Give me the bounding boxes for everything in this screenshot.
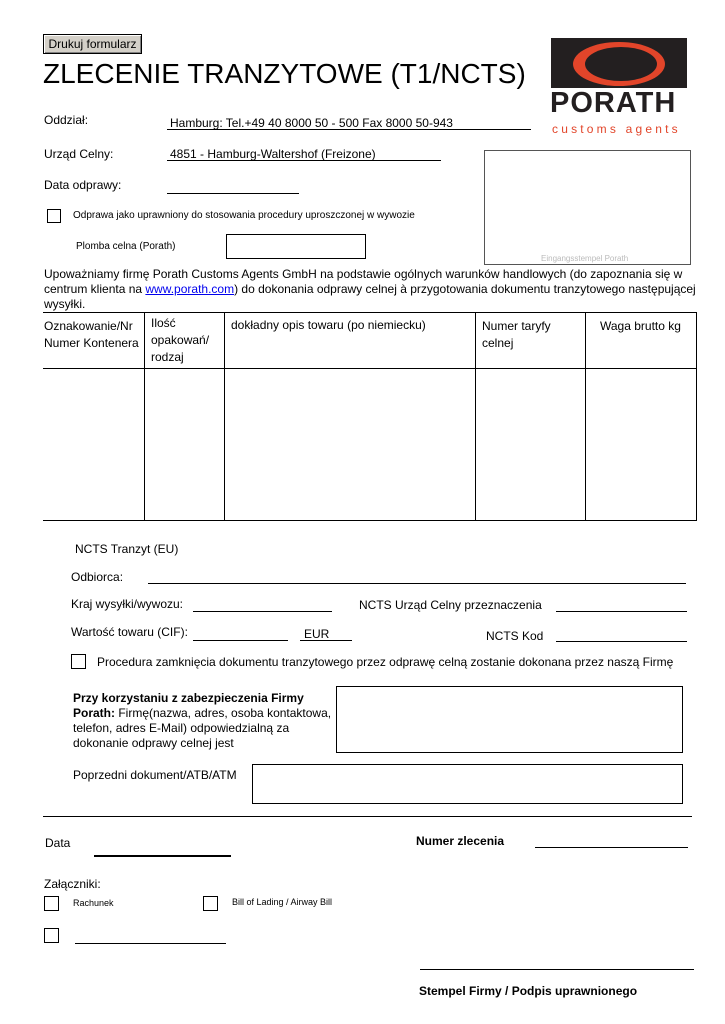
table-col-divider <box>585 312 586 521</box>
table-col-divider <box>475 312 476 521</box>
branch-value[interactable]: Hamburg: Tel.+49 40 8000 50 - 500 Fax 8000 50-943 <box>170 116 453 130</box>
seal-label: Plomba celna (Porath) <box>76 241 176 252</box>
logo-tagline: customs agents <box>552 122 681 136</box>
table-header-marking: Oznakowanie/Nr Numer Kontenera <box>44 319 139 350</box>
authorization-text-before: Upoważniamy firmę Porath Customs Agents GmbH na podstawie ogólnych warunków handlowych (do zapoznania się w centrum klienta na <box>44 267 683 296</box>
authorization-text-after: ) do dokonania odprawy celnej à przygotowania dokumentu tranzytowego następującej wysyłki. <box>44 282 696 311</box>
customs-office-label: Urząd Celny: <box>44 147 114 161</box>
previous-doc-input[interactable] <box>252 764 683 804</box>
packages-input[interactable] <box>146 370 223 519</box>
weight-input[interactable] <box>587 370 695 519</box>
date-label: Data <box>45 836 71 850</box>
closure-checkbox-label: Procedura zamknięcia dokumentu tranzytowego przez odprawę celną zostanie dokonana przez naszą Firmę <box>97 655 674 669</box>
page-title: ZLECENIE TRANZYTOWE (T1/NCTS) <box>43 58 526 89</box>
table-header-weight: Waga brutto kg <box>600 319 681 333</box>
porath-website-link[interactable]: www.porath.com <box>145 282 235 296</box>
marking-input[interactable] <box>45 370 143 519</box>
authorized-checkbox[interactable] <box>47 209 61 223</box>
authorization-text <box>44 267 704 312</box>
customs-office-value[interactable]: 4851 - Hamburg-Waltershof (Freizone) <box>170 147 376 161</box>
consignee-input[interactable] <box>148 583 686 584</box>
table-bottom-border <box>43 520 697 521</box>
invoice-checkbox[interactable] <box>44 896 59 911</box>
table-top-border <box>43 312 697 313</box>
guarantee-text <box>73 691 338 751</box>
table-col-divider <box>144 312 145 521</box>
porath-logo <box>551 38 687 138</box>
guarantee-input[interactable] <box>336 686 683 753</box>
table-header-description: dokładny opis towaru (po niemiecku) <box>231 318 426 332</box>
country-label: Kraj wysyłki/wywozu: <box>71 597 184 611</box>
logo-graphic-icon <box>551 38 687 90</box>
logo-name: PORATH <box>550 87 677 119</box>
customs-office-underline <box>167 160 441 161</box>
currency-value[interactable]: EUR <box>304 627 330 641</box>
ncts-code-label: NCTS Kod <box>486 629 544 643</box>
clearance-date-input[interactable] <box>167 193 299 194</box>
seal-input[interactable] <box>226 234 366 259</box>
authorized-checkbox-label: Odprawa jako uprawniony do stosowania procedury uproszczonej w wywozie <box>73 210 415 221</box>
currency-underline <box>300 640 352 641</box>
bill-of-lading-checkbox[interactable] <box>203 896 218 911</box>
destination-office-label: NCTS Urząd Celny przeznaczenia <box>359 598 542 612</box>
value-label: Wartość towaru (CIF): <box>71 625 188 639</box>
bill-of-lading-label: Bill of Lading / Airway Bill <box>232 897 333 907</box>
stamp-box <box>484 150 691 265</box>
attachments-label: Załączniki: <box>44 877 101 891</box>
ncts-section-title: NCTS Tranzyt (EU) <box>75 542 179 556</box>
table-col-divider <box>696 312 697 521</box>
closure-checkbox[interactable] <box>71 654 86 669</box>
branch-underline <box>167 129 531 130</box>
date-input[interactable] <box>94 855 231 857</box>
stamp-caption: Eingangsstempel Porath <box>541 254 629 263</box>
print-form-button[interactable]: Drukuj formularz <box>43 34 142 54</box>
other-attachment-input[interactable] <box>75 943 226 944</box>
order-number-label: Numer zlecenia <box>416 834 505 848</box>
branch-label: Oddział: <box>44 113 89 127</box>
footer-separator <box>43 816 692 817</box>
destination-office-input[interactable] <box>556 611 687 612</box>
order-number-input[interactable] <box>535 847 688 848</box>
other-attachment-checkbox[interactable] <box>44 928 59 943</box>
table-header-packages: Ilość opakowań/ rodzaj <box>151 316 210 364</box>
value-input[interactable] <box>193 640 288 641</box>
signature-label: Stempel Firmy / Podpis uprawnionego <box>419 984 638 998</box>
invoice-label: Rachunek <box>73 898 114 908</box>
table-header-border <box>43 368 697 369</box>
country-input[interactable] <box>193 611 332 612</box>
consignee-label: Odbiorca: <box>71 570 124 584</box>
description-input[interactable] <box>226 370 474 519</box>
tariff-input[interactable] <box>477 370 584 519</box>
guarantee-description: Firmę(nazwa, adres, osoba kontaktowa, telefon, adres E-Mail) odpowiedzialną za dokonanie odprawy celnej jest <box>73 706 332 750</box>
guarantee-bold: Przy korzystaniu z zabezpieczenia Firmy Porath: <box>73 691 304 720</box>
signature-line[interactable] <box>420 969 694 970</box>
clearance-date-label: Data odprawy: <box>44 178 122 192</box>
ncts-code-input[interactable] <box>556 641 687 642</box>
table-header-tariff: Numer taryfy celnej <box>482 319 551 350</box>
previous-doc-label: Poprzedni dokument/ATB/ATM <box>73 768 237 782</box>
table-col-divider <box>224 312 225 521</box>
